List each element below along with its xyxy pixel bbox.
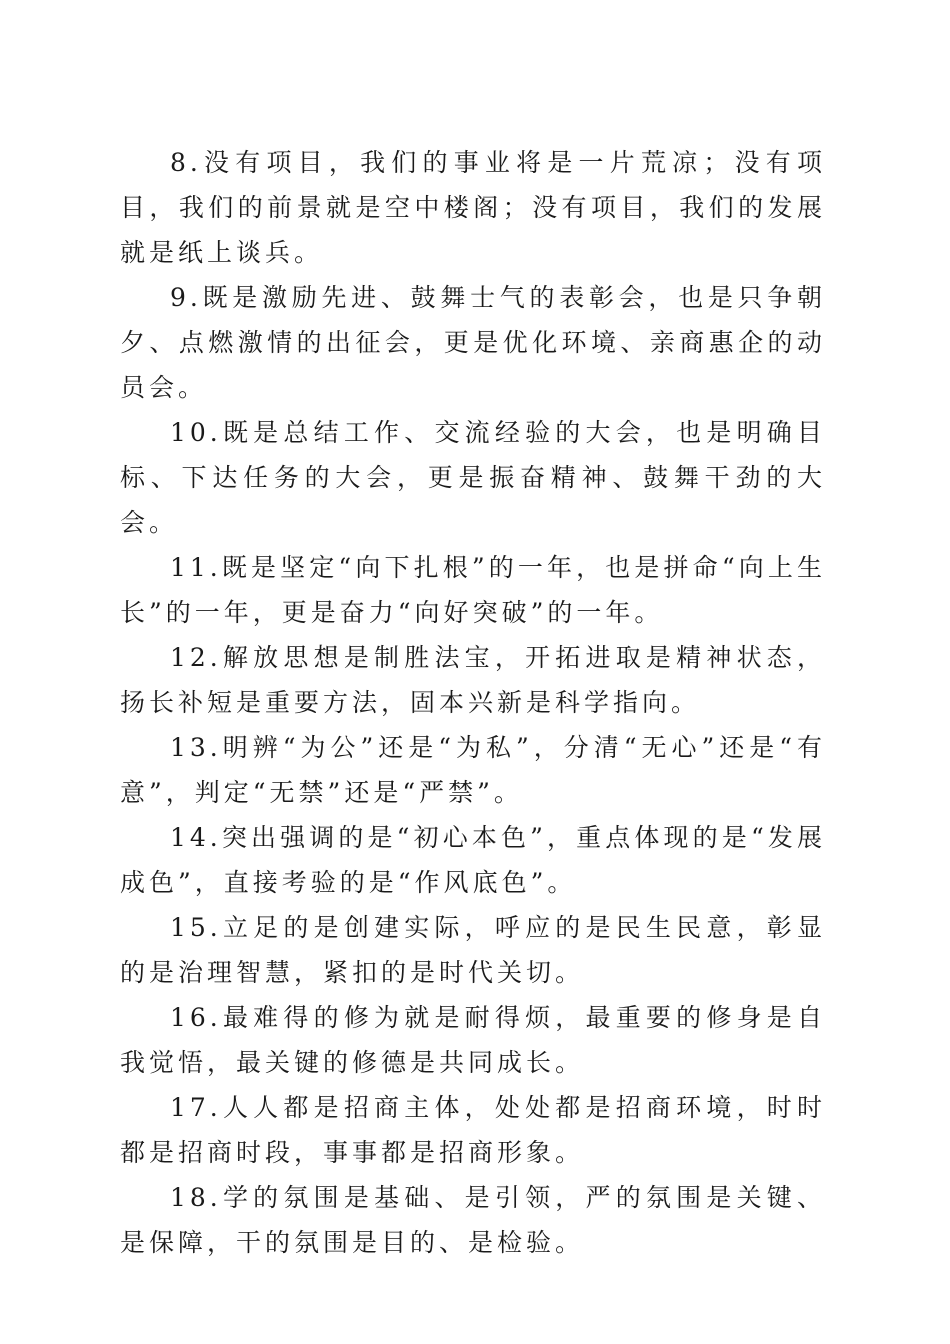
paragraph-10: 10.既是总结工作、交流经验的大会，也是明确目标、下达任务的大会，更是振奋精神、鼓舞干劲的大会。 [120,418,826,537]
paragraph-8: 8.没有项目，我们的事业将是一片荒凉；没有项目，我们的前景就是空中楼阁；没有项目，我们的发展就是纸上谈兵。 [120,148,826,267]
paragraph-16: 16.最难得的修为就是耐得烦，最重要的修身是自我觉悟，最关键的修德是共同成长。 [120,1003,826,1077]
paragraph-15: 15.立足的是创建实际，呼应的是民生民意，彰显的是治理智慧，紧扣的是时代关切。 [120,913,826,987]
document-body [120,140,826,1265]
paragraph-11: 11.既是坚定“向下扎根”的一年，也是拼命“向上生长”的一年，更是奋力“向好突破”的一年。 [120,553,826,627]
paragraph-9: 9.既是激励先进、鼓舞士气的表彰会，也是只争朝夕、点燃激情的出征会，更是优化环境、亲商惠企的动员会。 [120,283,826,402]
paragraph-17: 17.人人都是招商主体，处处都是招商环境，时时都是招商时段，事事都是招商形象。 [120,1093,826,1167]
paragraph-14: 14.突出强调的是“初心本色”，重点体现的是“发展成色”，直接考验的是“作风底色”。 [120,823,826,897]
paragraph-13: 13.明辨“为公”还是“为私”，分清“无心”还是“有意”，判定“无禁”还是“严禁”。 [120,733,826,807]
paragraph-12: 12.解放思想是制胜法宝，开拓进取是精神状态，扬长补短是重要方法，固本兴新是科学指向。 [120,643,826,717]
paragraph-18: 18.学的氛围是基础、是引领，严的氛围是关键、是保障，干的氛围是目的、是检验。 [120,1183,826,1257]
